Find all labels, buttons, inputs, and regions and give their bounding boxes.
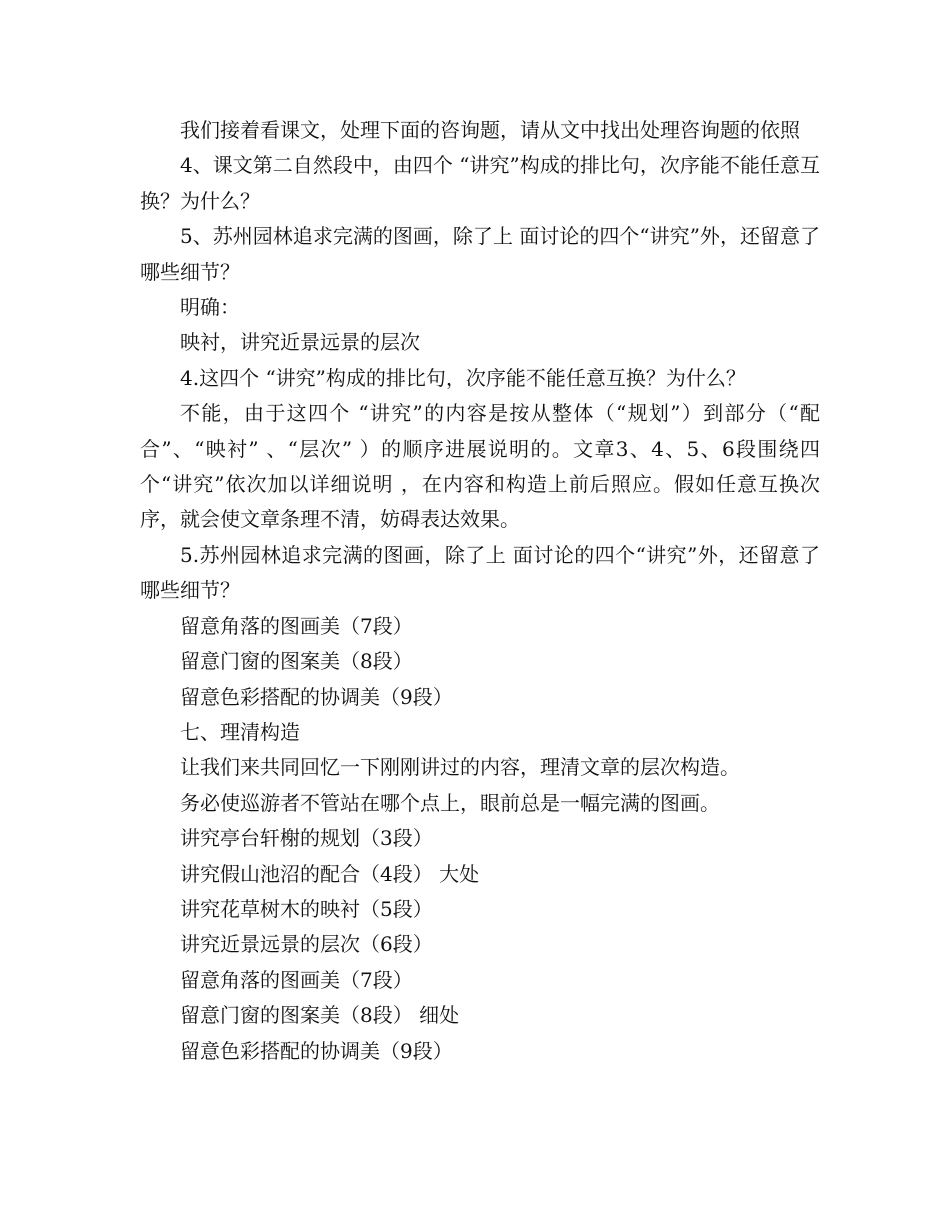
paragraph-question-4: 4、课文第二自然段中，由四个 “讲究”构成的排比句，次序能不能任意互换？为什么？ — [140, 153, 820, 213]
outline-item-corners: 留意角落的图画美（7段） — [180, 967, 413, 992]
paragraph-answer-4: 不能，由于这四个 “讲究”的内容是按从整体（“规划”）到部分（“配合”、“映衬” 、“层次” ）的顺序进展说明的。文章3、4、5、6段围绕四个“讲究”依次加以详细说明 ，在内容和构造上前后照应。假如任意互换次序，就会使文章条理不清，妨碍表达效果。 — [140, 401, 820, 532]
paragraph-contrast-note: 映衬，讲究近景远景的层次 — [180, 330, 420, 355]
paragraph-review: 让我们来共同回忆一下刚刚讲过的内容，理清文章的层次构造。 — [180, 755, 740, 780]
paragraph-answer-5-question: 5.苏州园林追求完满的图画，除了上 面讨论的四个“讲究”外，还留意了哪些细节？ — [140, 542, 820, 603]
list-item-window-beauty: 留意门窗的图案美（8段） — [180, 649, 413, 674]
paragraph-goal: 务必使巡游者不管站在哪个点上，眼前总是一幅完满的图画。 — [180, 790, 720, 815]
outline-item-plants: 讲究花草树木的映衬（5段） — [180, 896, 433, 921]
outline-item-rockery: 讲究假山池沼的配合（4段） 大处 — [180, 861, 480, 886]
document-page — [140, 113, 820, 1069]
outline-item-windows: 留意门窗的图案美（8段） 细处 — [180, 1003, 460, 1028]
list-item-color-beauty: 留意色彩搭配的协调美（9段） — [180, 684, 453, 709]
paragraph-clarify-label: 明确： — [180, 295, 240, 320]
section-heading-structure: 七、理清构造 — [180, 719, 300, 744]
paragraph-intro: 我们接着看课文，处理下面的咨询题，请从文中找出处理咨询题的依照 — [180, 118, 800, 142]
paragraph-question-5: 5、苏州园林追求完满的图画，除了上 面讨论的四个“讲究”外，还留意了哪些细节？ — [140, 224, 820, 284]
outline-item-layout: 讲究亭台轩榭的规划（3段） — [180, 826, 433, 851]
paragraph-answer-4-question: 4.这四个 “讲究”构成的排比句，次序能不能任意互换？为什么？ — [180, 365, 746, 390]
list-item-corner-beauty: 留意角落的图画美（7段） — [180, 613, 413, 638]
outline-item-colors: 留意色彩搭配的协调美（9段） — [180, 1038, 453, 1063]
outline-item-scenery-layers: 讲究近景远景的层次（6段） — [180, 932, 433, 957]
